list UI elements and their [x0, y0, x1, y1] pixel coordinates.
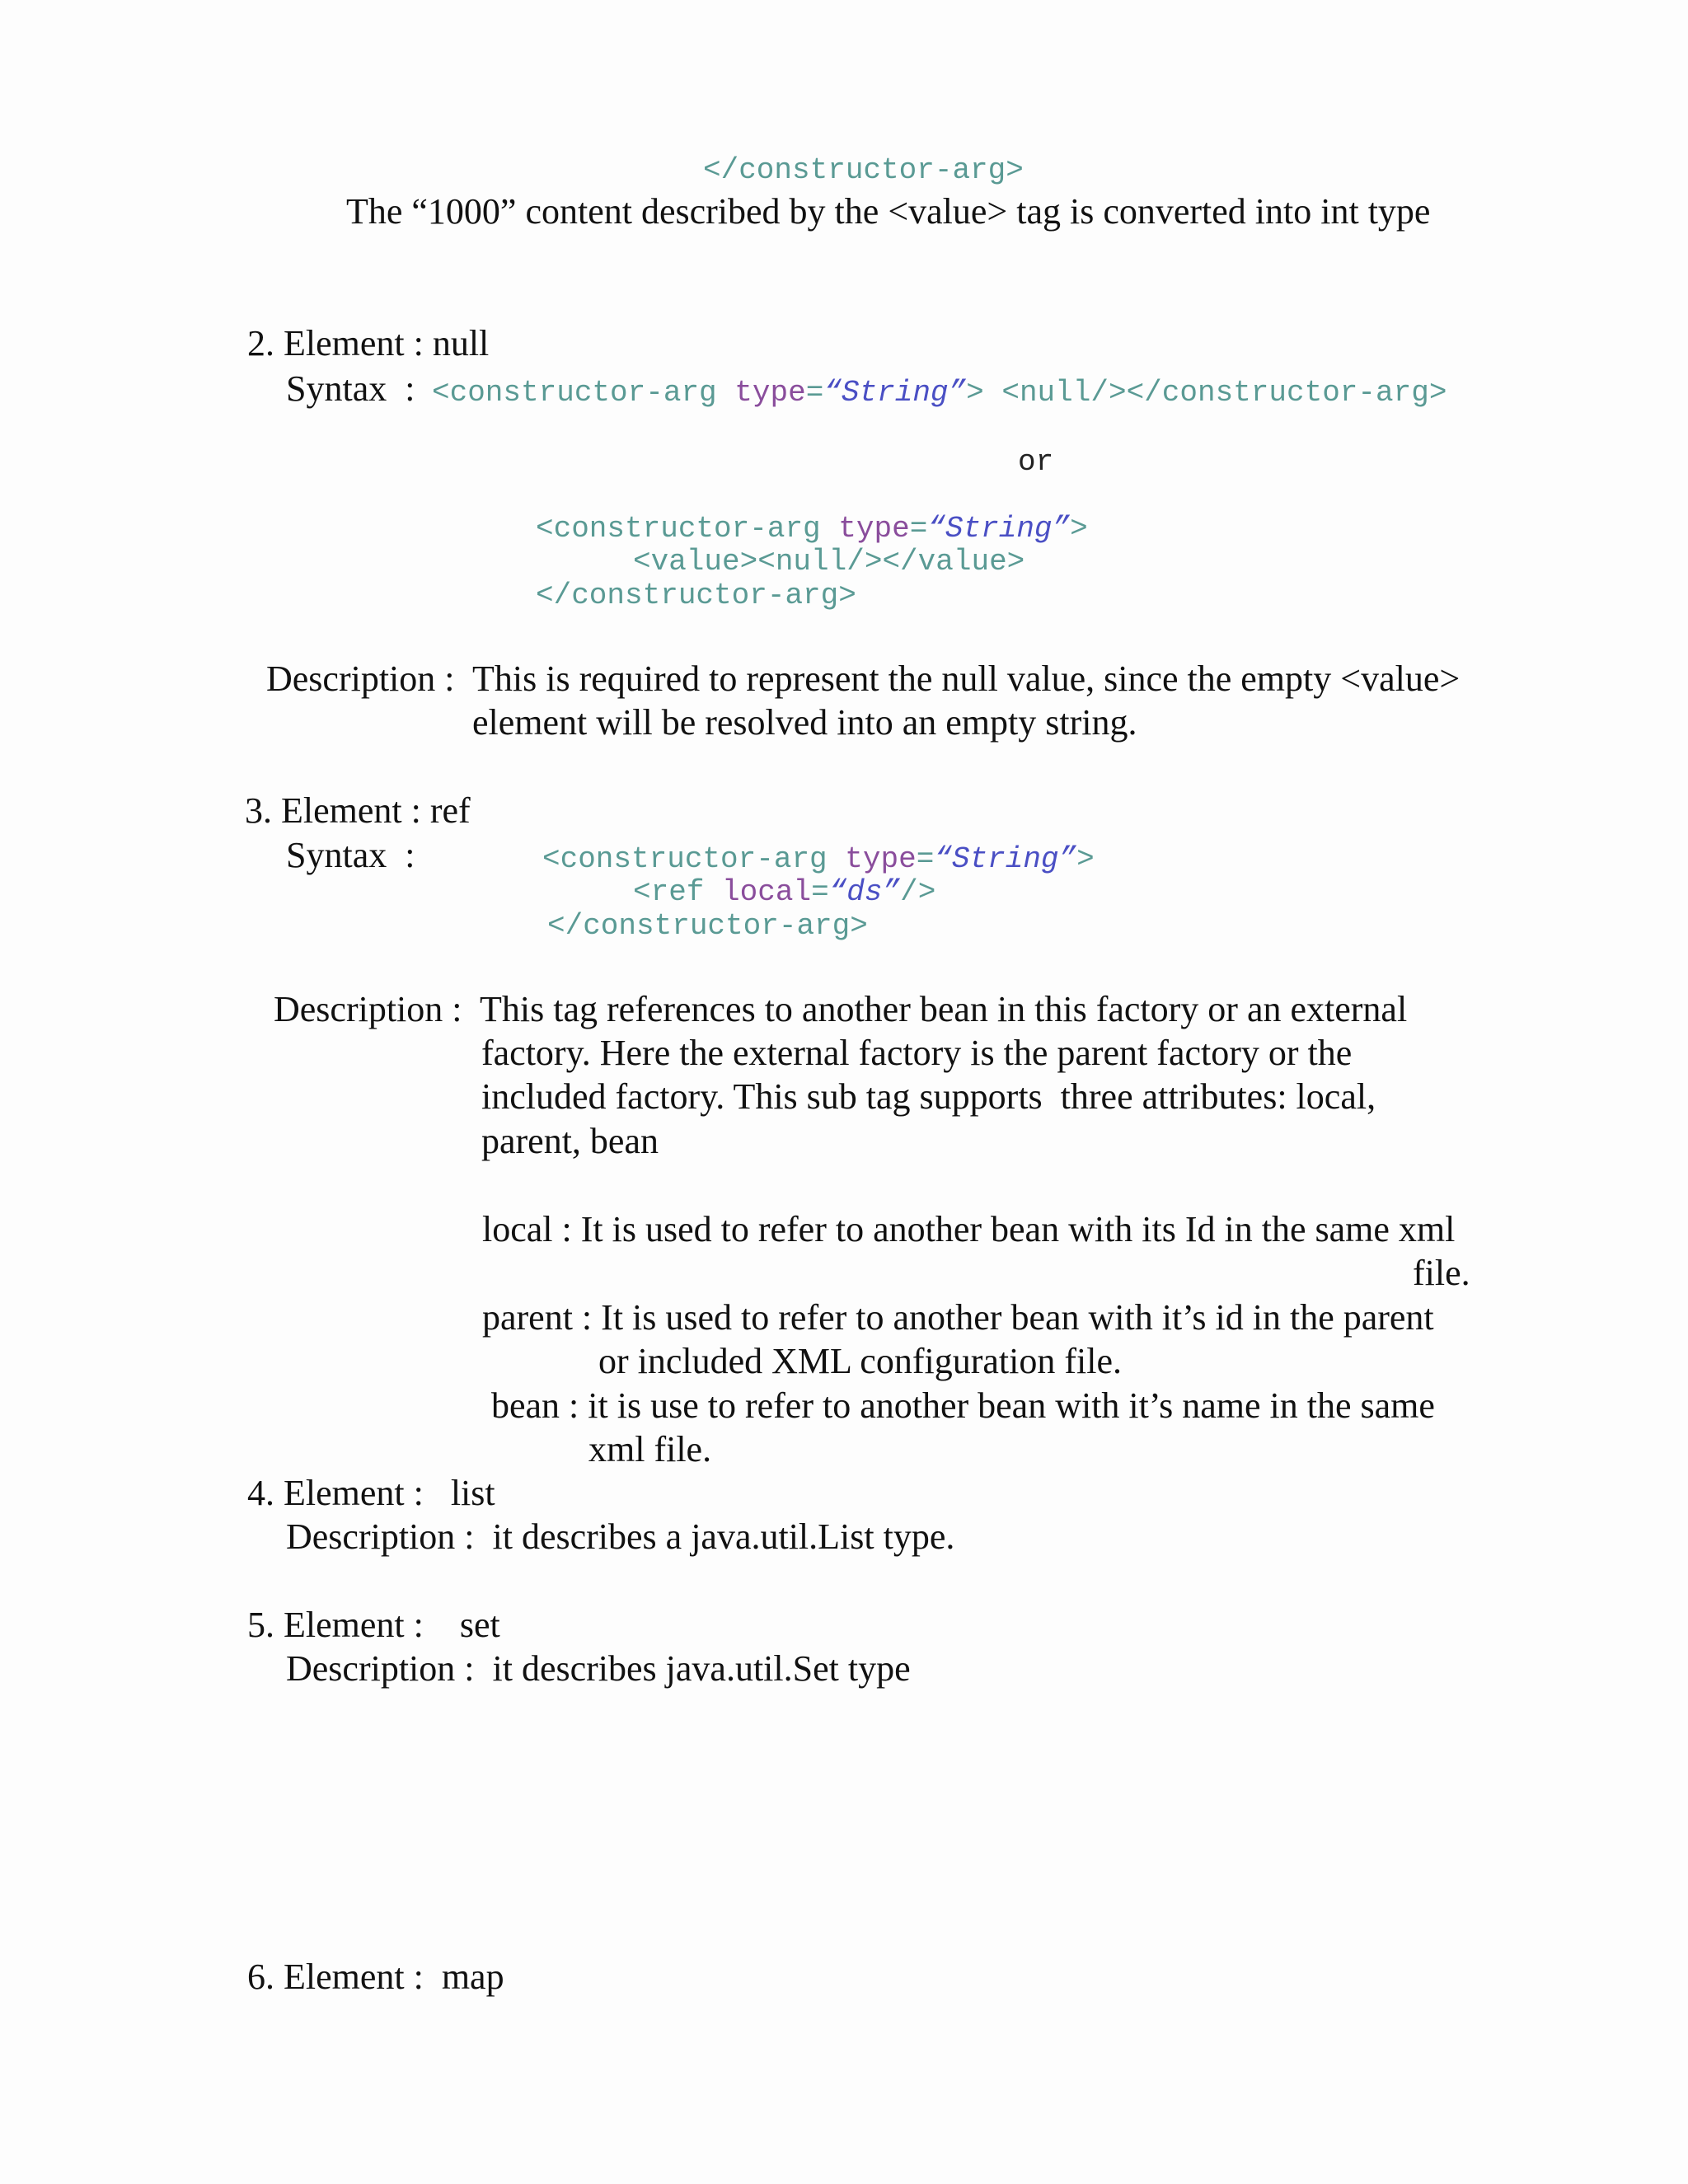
- code-tag-open: <constructor-arg: [536, 512, 839, 546]
- code-eq: =: [909, 512, 928, 546]
- code-tag-open: <constructor-arg: [542, 842, 846, 876]
- int-conversion-note: The “1000” content described by the <value> tag is converted into int type: [346, 191, 1431, 232]
- code-string: “String”: [823, 376, 967, 410]
- code-tag-close: >: [1076, 842, 1095, 876]
- bean-attribute-line-1: bean : it is use to refer to another bean with it’s name in the same: [491, 1385, 1435, 1426]
- set-element-heading: 5. Element : set: [247, 1605, 500, 1645]
- code-string: “ds”: [828, 875, 901, 909]
- null-alt-code-line-3: </constructor-arg>: [536, 579, 856, 612]
- code-tag-close: >: [1070, 512, 1088, 546]
- code-tag-open: <constructor-arg: [432, 376, 735, 410]
- code-eq: =: [916, 842, 935, 876]
- code-attr: local: [722, 875, 812, 909]
- bean-attribute-line-2: xml file.: [588, 1429, 712, 1469]
- set-description: Description : it describes java.util.Set type: [286, 1648, 911, 1689]
- null-syntax-label: Syntax :: [286, 368, 415, 409]
- ref-description-line-4: parent, bean: [481, 1121, 659, 1161]
- null-description-line-1: This is required to represent the null value, since the empty <value>: [472, 658, 1461, 699]
- local-attribute-line-2: file.: [1413, 1253, 1470, 1293]
- ref-syntax-label: Syntax :: [286, 835, 415, 875]
- closing-constructor-arg-tag: </constructor-arg>: [703, 153, 1024, 187]
- ref-description-label: Description :: [274, 989, 462, 1029]
- null-description-line-2: element will be resolved into an empty string.: [472, 702, 1137, 743]
- null-alt-code-line-1: [536, 512, 1088, 546]
- code-attr: type: [845, 842, 917, 876]
- code-null-rest: <null/></constructor-arg>: [983, 376, 1447, 410]
- code-attr: type: [838, 512, 910, 546]
- or-separator: or: [1018, 445, 1054, 479]
- ref-description-line-2: factory. Here the external factory is the parent factory or the: [481, 1033, 1353, 1073]
- null-syntax-code-line: [432, 376, 1447, 410]
- code-eq: =: [811, 875, 829, 909]
- ref-description-line-3: included factory. This sub tag supports three attributes: local,: [481, 1076, 1376, 1117]
- parent-attribute-line-1: parent : It is used to refer to another bean with it’s id in the parent: [482, 1297, 1434, 1338]
- code-tag-close: />: [900, 875, 936, 909]
- code-tag-close: >: [966, 376, 984, 410]
- parent-attribute-line-2: or included XML configuration file.: [598, 1341, 1122, 1381]
- ref-element-heading: 3. Element : ref: [245, 790, 471, 831]
- null-alt-code-line-2: <value><null/></value>: [633, 545, 1025, 579]
- ref-code-line-3: </constructor-arg>: [547, 909, 868, 943]
- list-element-heading: 4. Element : list: [247, 1473, 495, 1513]
- local-attribute-line-1: local : It is used to refer to another bean with its Id in the same xml: [482, 1209, 1456, 1249]
- ref-code-line-1: [542, 842, 1095, 877]
- code-eq: =: [805, 376, 824, 410]
- code-tag-open: <ref: [633, 875, 723, 909]
- ref-code-line-2: [633, 875, 935, 910]
- code-attr: type: [734, 376, 806, 410]
- null-element-heading: 2. Element : null: [247, 323, 490, 363]
- map-element-heading: 6. Element : map: [247, 1957, 504, 1997]
- ref-description-line-1: This tag references to another bean in this factory or an external: [480, 989, 1408, 1029]
- null-description-label: Description :: [266, 658, 455, 699]
- code-string: “String”: [927, 512, 1071, 546]
- list-description: Description : it describes a java.util.List type.: [286, 1516, 955, 1557]
- code-string: “String”: [934, 842, 1077, 876]
